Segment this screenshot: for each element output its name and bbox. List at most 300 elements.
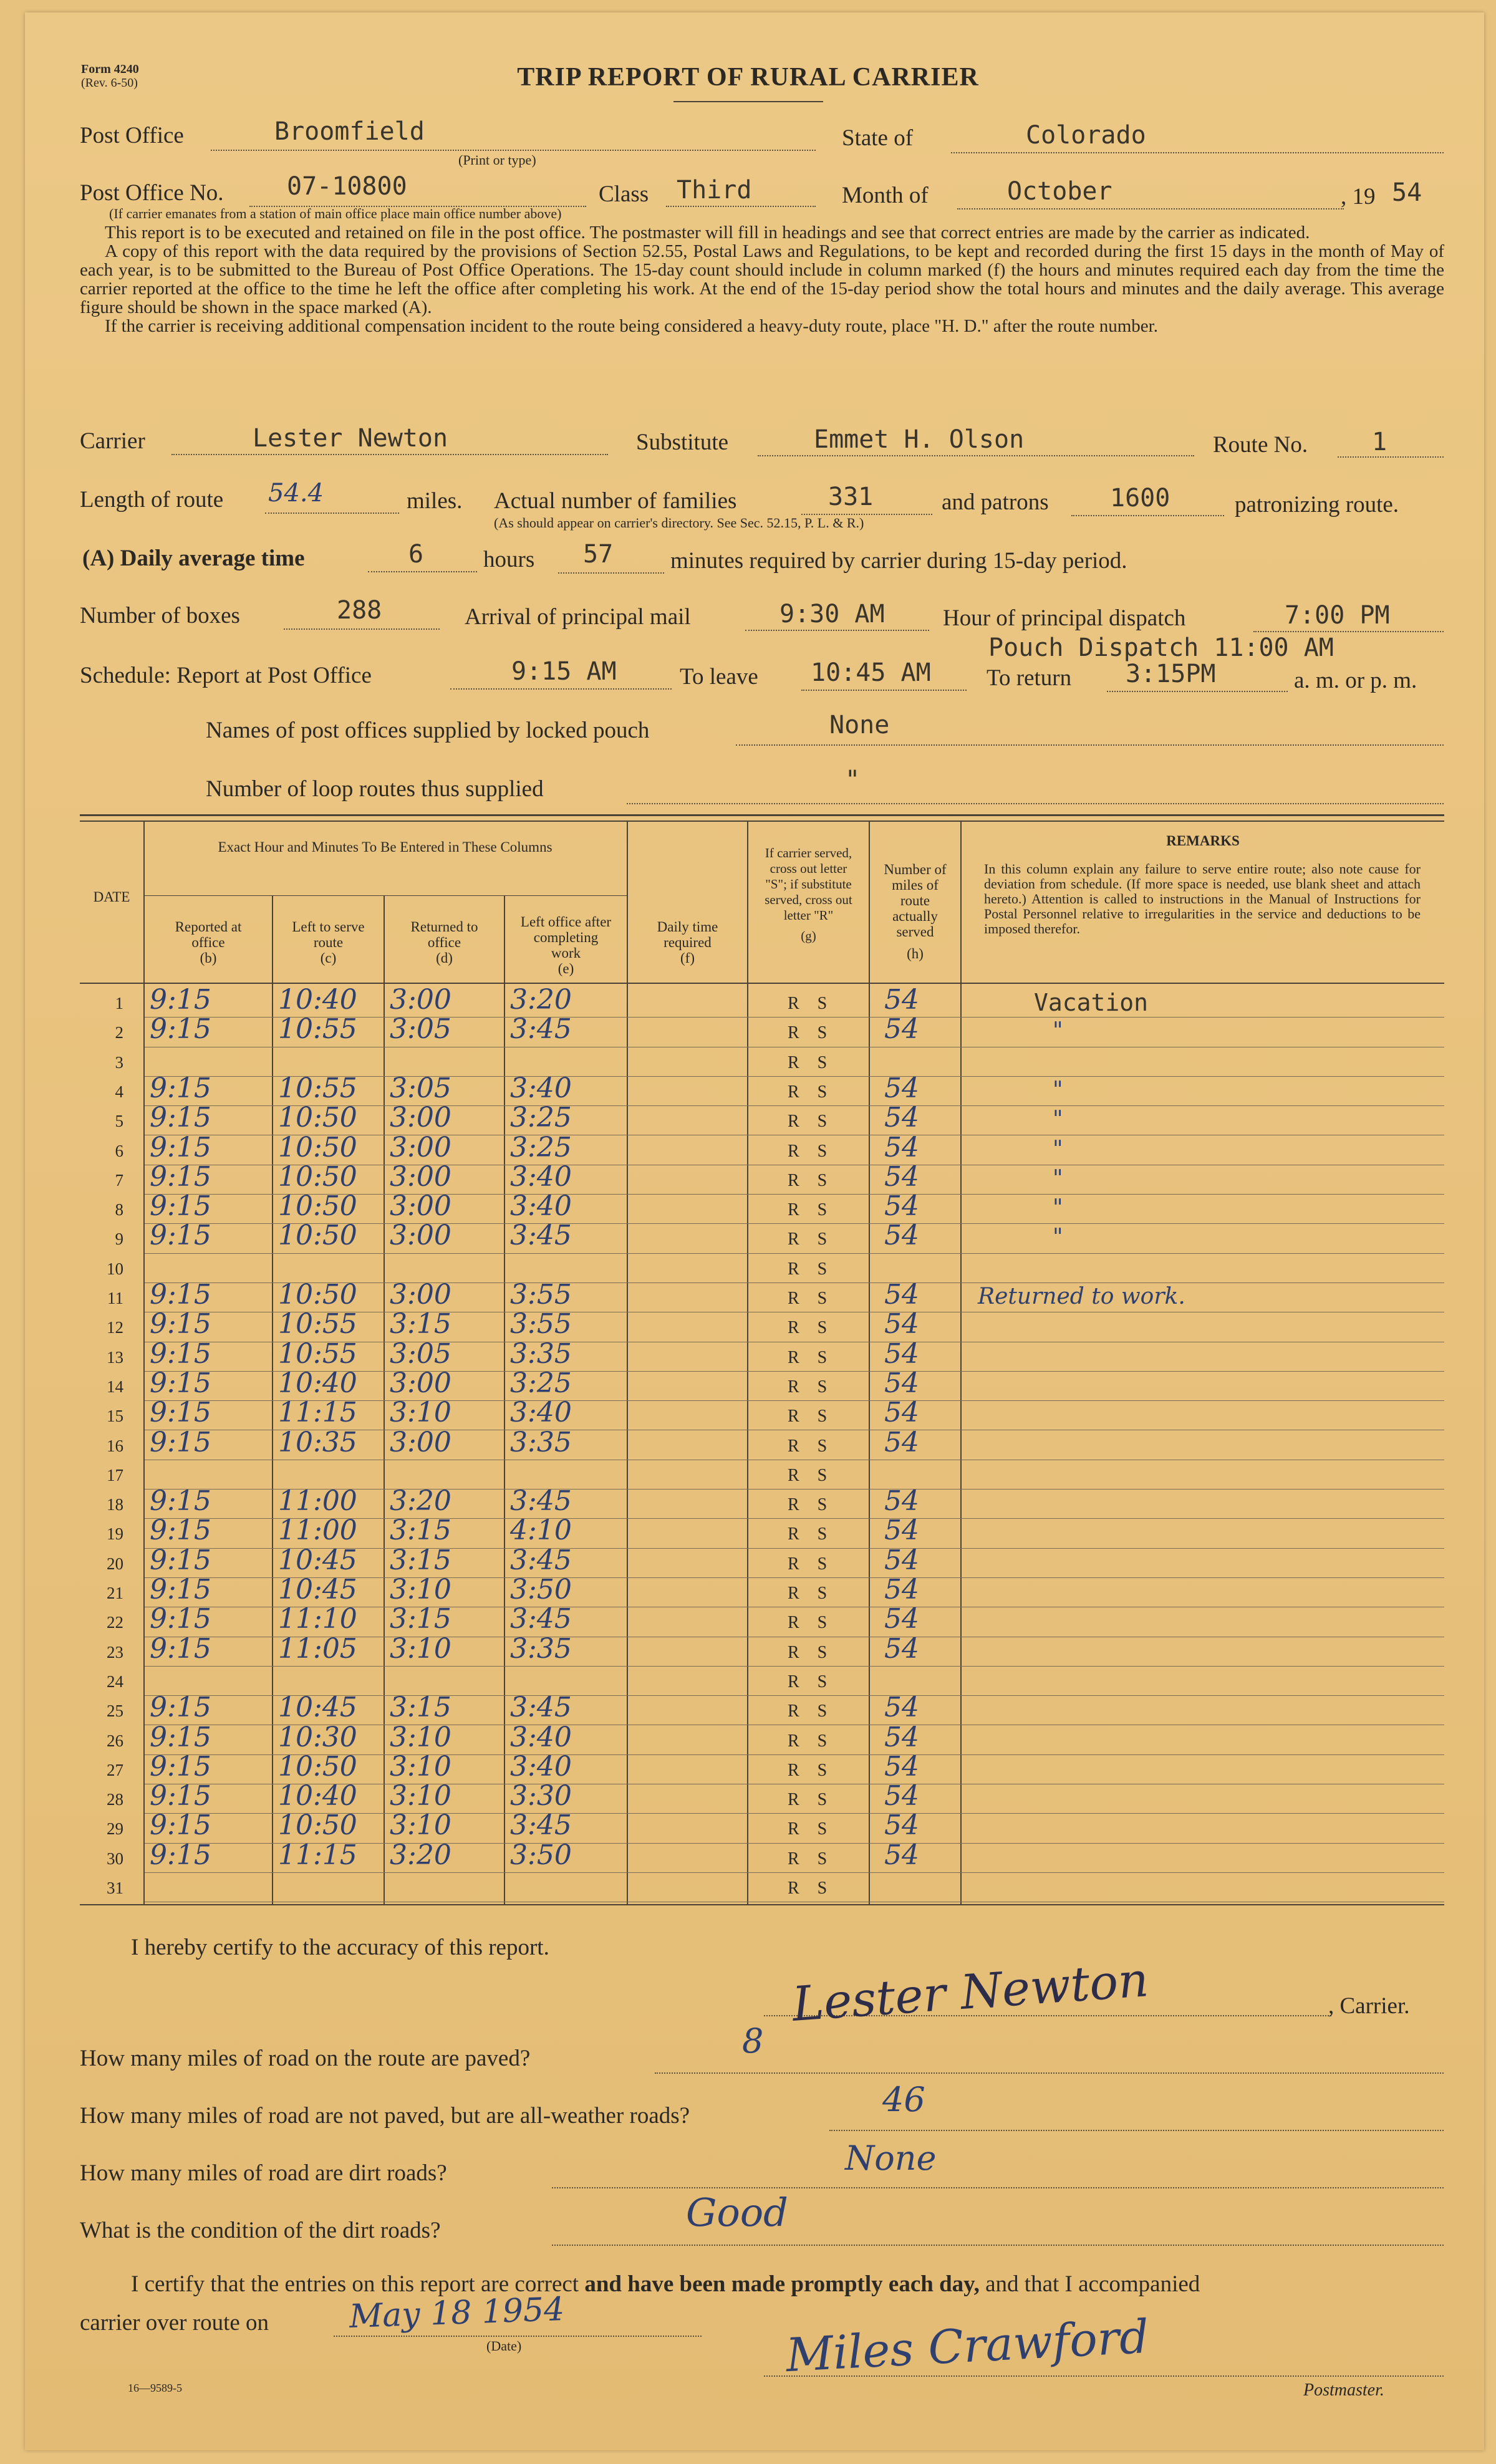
trip-table xyxy=(80,814,1444,1905)
return-label: To return xyxy=(987,665,1072,691)
avg-label: (A) Daily average time xyxy=(82,546,305,571)
served-by-cell: R S xyxy=(788,1819,828,1839)
col-c-cell: 10:45 xyxy=(278,1692,357,1724)
route-line xyxy=(1338,456,1444,458)
return-line xyxy=(1107,691,1288,692)
col-c-cell: 10:50 xyxy=(278,1190,357,1223)
remarks-cell: " xyxy=(1053,1225,1063,1251)
allweather-line xyxy=(829,2130,1444,2131)
served-by-cell: R S xyxy=(788,1112,828,1132)
col-b-cell: 9:15 xyxy=(150,1721,211,1753)
col-c-title: Left to serve route xyxy=(292,919,365,950)
col-c-cell: 10:50 xyxy=(278,1750,357,1783)
po-number-label: Post Office No. xyxy=(80,180,224,206)
col-b-cell: 9:15 xyxy=(150,1102,211,1134)
dispatch-label: Hour of principal dispatch xyxy=(943,605,1186,631)
col-c-header xyxy=(273,919,384,966)
col-g-header xyxy=(748,845,869,944)
arrival-line xyxy=(745,630,929,631)
col-h-header xyxy=(870,862,960,961)
state-label: State of xyxy=(842,125,914,151)
col-c-cell: 11:15 xyxy=(278,1397,357,1429)
row-date: 28 xyxy=(107,1790,123,1809)
col-d-cell: 3:00 xyxy=(390,1367,451,1399)
remarks-cell: " xyxy=(1053,1165,1063,1191)
col-b-cell: 9:15 xyxy=(150,1750,211,1783)
arrival-value: 9:30 AM xyxy=(779,600,885,628)
miles-cell: 54 xyxy=(884,1544,919,1576)
miles-cell: 54 xyxy=(884,1692,919,1724)
row-date: 5 xyxy=(115,1112,123,1131)
miles-cell: 54 xyxy=(884,1367,919,1399)
hours-label: hours xyxy=(483,547,535,572)
col-c-cell: 10:55 xyxy=(278,1072,357,1104)
postmaster-line xyxy=(764,2375,1444,2377)
miles-cell: 54 xyxy=(884,1279,919,1311)
col-e-code: (e) xyxy=(557,961,574,976)
col-c-cell: 10:50 xyxy=(278,1102,357,1134)
col-d-header xyxy=(385,919,504,966)
col-d-cell: 3:15 xyxy=(390,1308,451,1340)
boxes-line xyxy=(284,628,440,630)
patrons-value: 1600 xyxy=(1110,484,1170,513)
col-c-cell: 10:50 xyxy=(278,1279,357,1311)
dispatch-value: 7:00 PM xyxy=(1285,601,1390,630)
col-e-cell: 3:45 xyxy=(510,1220,572,1252)
col-d-cell: 3:10 xyxy=(390,1632,451,1665)
ampm-label: a. m. or p. m. xyxy=(1294,668,1417,693)
paved-answer: 8 xyxy=(742,2021,764,2061)
over-route-date: May 18 1954 xyxy=(349,2290,566,2336)
carrier-signature: Lester Newton xyxy=(790,1951,1151,2032)
col-b-cell: 9:15 xyxy=(150,1308,211,1340)
col-d-title: Returned to office xyxy=(410,919,478,950)
served-by-cell: R S xyxy=(788,1790,828,1810)
dirt-answer: None xyxy=(845,2139,937,2178)
row-date: 2 xyxy=(115,1023,123,1042)
col-d-cell: 3:00 xyxy=(390,1160,451,1193)
col-b-cell: 9:15 xyxy=(150,1839,211,1871)
row-date: 13 xyxy=(107,1347,123,1367)
post-office-label: Post Office xyxy=(80,123,184,148)
station-note: (If carrier emanates from a station of main office place main office number above) xyxy=(109,206,562,221)
col-e-cell: 3:55 xyxy=(510,1308,572,1340)
served-by-cell: R S xyxy=(788,1584,828,1603)
col-e-cell: 3:40 xyxy=(510,1072,572,1104)
col-e-cell: 3:40 xyxy=(510,1160,572,1193)
miles-cell: 54 xyxy=(884,1603,919,1635)
served-by-cell: R S xyxy=(788,1141,828,1161)
col-c-cell: 10:45 xyxy=(278,1574,357,1605)
col-e-cell: 3:50 xyxy=(510,1574,572,1605)
col-d-cell: 3:15 xyxy=(390,1514,451,1547)
avg-minutes-line xyxy=(558,572,664,574)
col-b-cell: 9:15 xyxy=(150,1160,211,1193)
over-route-line xyxy=(334,2336,702,2337)
dirt-question: How many miles of road are dirt roads? xyxy=(80,2160,447,2186)
print-note: (Print or type) xyxy=(458,152,536,168)
certify-text: I hereby certify to the accuracy of this report. xyxy=(131,1935,549,1960)
row-date: 16 xyxy=(107,1436,123,1455)
served-by-cell: R S xyxy=(788,1465,828,1485)
state-value: Colorado xyxy=(1026,121,1146,150)
col-b-cell: 9:15 xyxy=(150,984,211,1016)
row-date: 1 xyxy=(115,994,123,1013)
date-header: DATE xyxy=(93,889,130,905)
col-e-cell: 3:45 xyxy=(510,1013,572,1046)
row-date: 24 xyxy=(107,1672,123,1691)
post-office-value: Broomfield xyxy=(274,117,425,146)
col-d-cell: 3:10 xyxy=(390,1750,451,1783)
miles-cell: 54 xyxy=(884,1072,919,1104)
col-c-code: (c) xyxy=(320,950,337,966)
col-c-cell: 10:35 xyxy=(278,1426,357,1458)
col-b-cell: 9:15 xyxy=(150,1692,211,1724)
col-e-cell: 3:40 xyxy=(510,1750,572,1783)
col-d-cell: 3:05 xyxy=(390,1337,451,1370)
col-b-cell: 9:15 xyxy=(150,1220,211,1252)
postmaster-signature: Miles Crawford xyxy=(784,2309,1151,2383)
length-value: 54.4 xyxy=(268,479,324,508)
boxes-label: Number of boxes xyxy=(80,603,240,628)
col-b-code: (b) xyxy=(200,950,217,966)
loop-line xyxy=(627,803,1444,804)
remarks-cell: " xyxy=(1053,1195,1063,1221)
served-by-cell: R S xyxy=(788,1613,828,1633)
table-row xyxy=(80,1874,1444,1903)
served-by-cell: R S xyxy=(788,1760,828,1780)
col-b-cell: 9:15 xyxy=(150,1131,211,1163)
row-rule xyxy=(145,1253,1444,1254)
route-label: Route No. xyxy=(1213,432,1308,458)
carrier-label: Carrier xyxy=(80,428,145,454)
col-b-cell: 9:15 xyxy=(150,1426,211,1458)
col-b-cell: 9:15 xyxy=(150,1397,211,1429)
pm-certify-1: I certify that the entries on this report are correct xyxy=(131,2271,579,2297)
avg-minutes-value: 57 xyxy=(583,540,614,569)
miles-cell: 54 xyxy=(884,1190,919,1223)
patrons-label: and patrons xyxy=(942,489,1049,515)
col-h-code: (h) xyxy=(907,946,924,961)
col-d-code: (d) xyxy=(436,950,453,966)
col-b-header xyxy=(145,919,272,966)
col-b-cell: 9:15 xyxy=(150,1544,211,1576)
col-e-cell: 3:50 xyxy=(510,1839,572,1871)
col-g-code: (g) xyxy=(801,928,816,943)
miles-cell: 54 xyxy=(884,1220,919,1252)
year-prefix: , 19 xyxy=(1341,184,1376,209)
col-b-cell: 9:15 xyxy=(150,1780,211,1812)
col-d-cell: 3:00 xyxy=(390,1102,451,1134)
miles-cell: 54 xyxy=(884,1632,919,1665)
col-b-cell: 9:15 xyxy=(150,1485,211,1518)
allweather-question: How many miles of road are not paved, but are all-weather roads? xyxy=(80,2103,690,2129)
leave-value: 10:45 AM xyxy=(811,658,931,687)
col-b-cell: 9:15 xyxy=(150,1603,211,1635)
condition-answer: Good xyxy=(686,2190,788,2235)
form-title: TRIP REPORT OF RURAL CARRIER xyxy=(517,63,979,92)
col-e-cell: 3:40 xyxy=(510,1721,572,1753)
row-date: 15 xyxy=(107,1407,123,1426)
miles-cell: 54 xyxy=(884,1426,919,1458)
col-e-cell: 3:45 xyxy=(510,1603,572,1635)
miles-cell: 54 xyxy=(884,1485,919,1518)
row-date: 27 xyxy=(107,1760,123,1779)
col-c-cell: 10:55 xyxy=(278,1013,357,1046)
month-value: October xyxy=(1007,177,1112,206)
over-route-label: carrier over route on xyxy=(80,2310,269,2336)
col-b-cell: 9:15 xyxy=(150,1809,211,1842)
miles-cell: 54 xyxy=(884,1337,919,1370)
served-by-cell: R S xyxy=(788,1407,828,1427)
miles-cell: 54 xyxy=(884,1514,919,1547)
col-e-cell: 3:25 xyxy=(510,1102,572,1134)
group-header: Exact Hour and Minutes To Be Entered in These Columns xyxy=(218,839,553,855)
pm-certify-line xyxy=(131,2271,1200,2298)
col-b-cell: 9:15 xyxy=(150,1337,211,1370)
dirt-line xyxy=(552,2187,1444,2188)
dispatch-line xyxy=(1253,631,1444,632)
route-value: 1 xyxy=(1372,428,1387,456)
col-d-cell: 3:10 xyxy=(390,1809,451,1842)
col-e-header xyxy=(505,914,627,976)
col-c-cell: 11:10 xyxy=(278,1603,357,1635)
row-date: 14 xyxy=(107,1377,123,1396)
form-footer-code: 16—9589-5 xyxy=(128,2382,182,2394)
row-date: 4 xyxy=(115,1082,123,1101)
col-e-title: Left office after completing work xyxy=(520,914,612,961)
served-by-cell: R S xyxy=(788,1082,828,1102)
report-at-value: 9:15 AM xyxy=(511,657,617,686)
col-d-cell: 3:00 xyxy=(390,1131,451,1163)
col-c-cell: 10:50 xyxy=(278,1160,357,1193)
col-c-cell: 11:00 xyxy=(278,1485,357,1518)
col-f-code: (f) xyxy=(680,950,695,966)
condition-line xyxy=(552,2245,1444,2246)
col-e-cell: 3:35 xyxy=(510,1632,572,1665)
remarks-header: REMARKS xyxy=(1166,833,1240,849)
row-date: 22 xyxy=(107,1613,123,1632)
remarks-cell: " xyxy=(1053,1136,1063,1162)
remarks-cell: " xyxy=(1053,1107,1063,1133)
col-d-cell: 3:15 xyxy=(390,1603,451,1635)
col-d-cell: 3:00 xyxy=(390,1220,451,1252)
po-number-value: 07-10800 xyxy=(287,172,407,201)
row-date: 7 xyxy=(115,1170,123,1190)
instruction-3: If the carrier is receiving additional compensation incident to the route being considered a heavy-duty route, place "H. D." after the route number. xyxy=(105,316,1158,336)
pouch-dispatch: Pouch Dispatch 11:00 AM xyxy=(988,633,1334,662)
col-c-cell: 10:30 xyxy=(278,1721,357,1753)
miles-cell: 54 xyxy=(884,1308,919,1340)
served-by-cell: R S xyxy=(788,1642,828,1662)
table-top-rule-2 xyxy=(80,821,1444,822)
col-d-cell: 3:10 xyxy=(390,1397,451,1429)
col-g-title: If carrier served, cross out letter "S"; if substitute served, cross out letter "R" xyxy=(765,845,852,923)
served-by-cell: R S xyxy=(788,1524,828,1544)
row-date: 9 xyxy=(115,1230,123,1249)
col-b-cell: 9:15 xyxy=(150,1632,211,1665)
col-c-cell: 10:55 xyxy=(278,1337,357,1370)
col-c-cell: 10:50 xyxy=(278,1220,357,1252)
paved-question: How many miles of road on the route are paved? xyxy=(80,2046,531,2071)
class-label: Class xyxy=(599,181,649,207)
miles-cell: 54 xyxy=(884,1013,919,1046)
minutes-label: minutes required by carrier during 15-day period. xyxy=(670,548,1127,574)
col-e-cell: 3:45 xyxy=(510,1544,572,1576)
row-date: 29 xyxy=(107,1819,123,1839)
served-by-cell: R S xyxy=(788,1701,828,1721)
served-by-cell: R S xyxy=(788,1849,828,1869)
month-line xyxy=(957,208,1344,209)
boxes-value: 288 xyxy=(337,596,382,625)
miles-cell: 54 xyxy=(884,1397,919,1429)
served-by-cell: R S xyxy=(788,1170,828,1190)
paved-line xyxy=(655,2072,1444,2074)
col-b-title: Reported at office xyxy=(175,919,242,950)
col-d-cell: 3:00 xyxy=(390,1279,451,1311)
served-by-cell: R S xyxy=(788,1436,828,1456)
month-label: Month of xyxy=(842,183,929,208)
remarks-cell: " xyxy=(1053,1018,1063,1044)
carrier-line xyxy=(171,454,608,455)
year-value: 54 xyxy=(1392,178,1422,207)
miles-cell: 54 xyxy=(884,984,919,1016)
col-c-cell: 10:55 xyxy=(278,1308,357,1340)
served-by-cell: R S xyxy=(788,1554,828,1574)
locked-pouch-line xyxy=(736,744,1444,746)
col-e-cell: 3:45 xyxy=(510,1692,572,1724)
title-underline xyxy=(673,101,823,102)
date-note: (Date) xyxy=(486,2338,522,2354)
served-by-cell: R S xyxy=(788,1495,828,1515)
row-date: 3 xyxy=(115,1052,123,1072)
col-e-cell: 3:35 xyxy=(510,1426,572,1458)
served-by-cell: R S xyxy=(788,1289,828,1308)
col-b-cell: 9:15 xyxy=(150,1190,211,1223)
instruction-2: A copy of this report with the data required by the provisions of Section 52.55, Postal Laws and Regulations, to be kept and recorded during the first 15 days in the month of May of each year, is to be submitted to the Bureau of Post Office Operations. The 15-day count should include in column marked (f) the hours and minutes required each day from the time the carrier reported at the office to the time he left the office after completing his work. At the end of the 15-day period show the total hours and minutes and the daily average. This average figure should be shown in the space marked (A). xyxy=(80,241,1444,317)
col-d-cell: 3:15 xyxy=(390,1544,451,1576)
miles-cell: 54 xyxy=(884,1131,919,1163)
row-date: 8 xyxy=(115,1200,123,1220)
substitute-label: Substitute xyxy=(636,430,729,455)
served-by-cell: R S xyxy=(788,1879,828,1898)
served-by-cell: R S xyxy=(788,1377,828,1397)
col-d-cell: 3:20 xyxy=(390,1839,451,1871)
row-date: 19 xyxy=(107,1524,123,1544)
col-d-cell: 3:10 xyxy=(390,1721,451,1753)
class-line xyxy=(666,206,816,207)
row-date: 31 xyxy=(107,1879,123,1897)
col-d-cell: 3:20 xyxy=(390,1485,451,1518)
miles-cell: 54 xyxy=(884,1750,919,1783)
row-date: 12 xyxy=(107,1318,123,1337)
col-d-cell: 3:15 xyxy=(390,1692,451,1724)
table-row xyxy=(80,1632,1444,1667)
row-date: 10 xyxy=(107,1259,123,1278)
carrier-value: Lester Newton xyxy=(253,424,448,453)
row-rule xyxy=(145,1872,1444,1873)
condition-question: What is the condition of the dirt roads? xyxy=(80,2218,441,2243)
col-h-title: Number of miles of route actually served xyxy=(884,862,947,940)
return-value: 3:15PM xyxy=(1126,660,1216,688)
miles-cell: 54 xyxy=(884,1102,919,1134)
col-d-cell: 3:05 xyxy=(390,1072,451,1104)
col-d-cell: 3:10 xyxy=(390,1574,451,1605)
col-c-cell: 10:40 xyxy=(278,1780,357,1812)
row-date: 6 xyxy=(115,1141,123,1160)
schedule-label: Schedule: Report at Post Office xyxy=(80,663,372,688)
col-c-cell: 10:50 xyxy=(278,1809,357,1842)
postmaster-label: Postmaster. xyxy=(1303,2380,1384,2400)
arrival-label: Arrival of principal mail xyxy=(465,604,691,630)
col-c-cell: 10:45 xyxy=(278,1544,357,1576)
col-c-cell: 10:40 xyxy=(278,1367,357,1399)
miles-label: miles. xyxy=(407,488,463,514)
table-bottom-rule xyxy=(80,1904,1444,1905)
row-date: 20 xyxy=(107,1554,123,1573)
patronizing-label: patronizing route. xyxy=(1235,492,1399,517)
form-number: Form 4240 xyxy=(81,62,139,76)
col-f-title: Daily time required xyxy=(657,919,718,950)
miles-cell: 54 xyxy=(884,1839,919,1871)
row-date: 30 xyxy=(107,1849,123,1868)
served-by-cell: R S xyxy=(788,1200,828,1220)
class-value: Third xyxy=(677,176,752,205)
col-e-cell: 3:25 xyxy=(510,1367,572,1399)
col-b-cell: 9:15 xyxy=(150,1514,211,1547)
col-e-cell: 3:45 xyxy=(510,1809,572,1842)
col-b-cell: 9:15 xyxy=(150,1013,211,1046)
row-date: 21 xyxy=(107,1584,123,1602)
table-row xyxy=(80,1013,1444,1047)
row-date: 11 xyxy=(107,1289,123,1307)
col-e-cell: 3:25 xyxy=(510,1131,572,1163)
pm-certify-2: and that I accompanied xyxy=(985,2271,1200,2297)
substitute-line xyxy=(758,455,1194,456)
served-by-cell: R S xyxy=(788,1259,828,1279)
col-c-cell: 11:00 xyxy=(278,1514,357,1547)
col-e-cell: 4:10 xyxy=(510,1514,572,1547)
served-by-cell: R S xyxy=(788,994,828,1013)
col-d-cell: 3:00 xyxy=(390,1190,451,1223)
pm-certify-bold: and have been made promptly each day, xyxy=(584,2271,980,2297)
group-header-rule xyxy=(143,895,627,896)
row-date: 17 xyxy=(107,1465,123,1485)
served-by-cell: R S xyxy=(788,1731,828,1751)
instruction-1: This report is to be executed and retained on file in the post office. The postmaster will fill in headings and see that correct entries are made by the carrier as indicated. xyxy=(105,223,1310,243)
col-d-cell: 3:10 xyxy=(390,1780,451,1812)
avg-hours-line xyxy=(368,571,477,572)
loop-value: " xyxy=(845,766,861,794)
state-line xyxy=(951,152,1444,153)
served-by-cell: R S xyxy=(788,1023,828,1043)
row-date: 18 xyxy=(107,1495,123,1514)
post-office-line xyxy=(211,150,816,151)
families-label: Actual number of families xyxy=(494,488,737,514)
col-b-cell: 9:15 xyxy=(150,1072,211,1104)
row-rule xyxy=(145,1666,1444,1667)
length-line xyxy=(265,513,399,514)
miles-cell: 54 xyxy=(884,1780,919,1812)
row-date: 25 xyxy=(107,1701,123,1721)
col-d-cell: 3:05 xyxy=(390,1013,451,1046)
remarks-cell: Vacation xyxy=(1034,989,1149,1016)
remarks-cell: " xyxy=(1053,1077,1063,1103)
table-row xyxy=(80,1426,1444,1461)
table-row xyxy=(80,1220,1444,1254)
col-c-cell: 10:50 xyxy=(278,1131,357,1163)
length-label: Length of route xyxy=(80,487,224,513)
